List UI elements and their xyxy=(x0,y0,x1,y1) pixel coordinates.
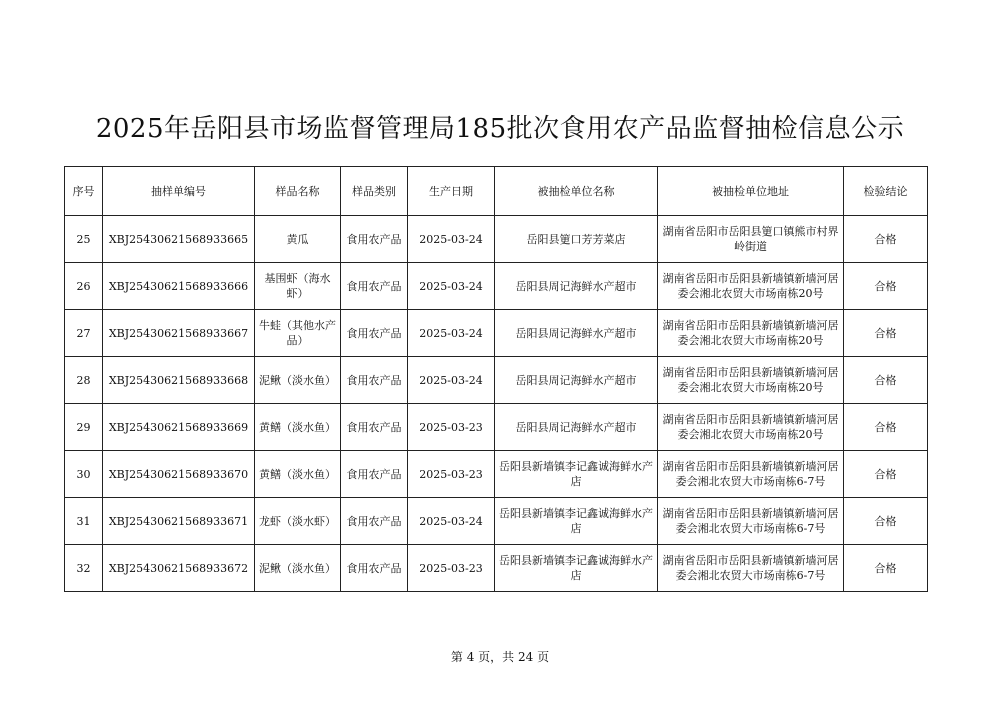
cell-unit-address: 湖南省岳阳市岳阳县新墙镇新墙河居委会湘北农贸大市场南栋20号 xyxy=(658,263,844,310)
cell-sample-category: 食用农产品 xyxy=(341,545,408,592)
table-row xyxy=(65,216,928,263)
cell-sample-category: 食用农产品 xyxy=(341,216,408,263)
cell-unit-name: 岳阳县新墙镇李记鑫诚海鲜水产店 xyxy=(495,545,658,592)
cell-sample-name: 泥鳅（淡水鱼） xyxy=(255,357,341,404)
table-row xyxy=(65,545,928,592)
cell-serial: 32 xyxy=(65,545,103,592)
column-header: 序号 xyxy=(65,167,103,216)
cell-sample-name: 黄鳝（淡水鱼） xyxy=(255,451,341,498)
cell-sample-number: XBJ25430621568933667 xyxy=(103,310,255,357)
cell-sample-name: 黄瓜 xyxy=(255,216,341,263)
table-row xyxy=(65,263,928,310)
cell-sample-category: 食用农产品 xyxy=(341,404,408,451)
cell-sample-name: 基围虾（海水虾） xyxy=(255,263,341,310)
cell-unit-address: 湖南省岳阳市岳阳县新墙镇新墙河居委会湘北农贸大市场南栋6-7号 xyxy=(658,545,844,592)
page-number: 第 4 页，共 24 页 xyxy=(450,650,550,664)
cell-conclusion: 合格 xyxy=(844,545,928,592)
cell-sample-number: XBJ25430621568933671 xyxy=(103,498,255,545)
cell-serial: 25 xyxy=(65,216,103,263)
cell-sample-name: 黄鳝（淡水鱼） xyxy=(255,404,341,451)
cell-production-date: 2025-03-23 xyxy=(408,545,495,592)
cell-sample-category: 食用农产品 xyxy=(341,451,408,498)
column-header: 被抽检单位名称 xyxy=(495,167,658,216)
table-row xyxy=(65,357,928,404)
cell-unit-address: 湖南省岳阳市岳阳县筻口镇熊市村界岭街道 xyxy=(658,216,844,263)
cell-production-date: 2025-03-24 xyxy=(408,263,495,310)
cell-sample-number: XBJ25430621568933668 xyxy=(103,357,255,404)
cell-sample-number: XBJ25430621568933666 xyxy=(103,263,255,310)
cell-production-date: 2025-03-24 xyxy=(408,310,495,357)
cell-serial: 28 xyxy=(65,357,103,404)
cell-unit-name: 岳阳县新墙镇李记鑫诚海鲜水产店 xyxy=(495,498,658,545)
cell-conclusion: 合格 xyxy=(844,451,928,498)
cell-sample-category: 食用农产品 xyxy=(341,263,408,310)
cell-conclusion: 合格 xyxy=(844,357,928,404)
cell-conclusion: 合格 xyxy=(844,310,928,357)
cell-conclusion: 合格 xyxy=(844,263,928,310)
cell-sample-number: XBJ25430621568933665 xyxy=(103,216,255,263)
table-row xyxy=(65,451,928,498)
column-header: 样品类别 xyxy=(341,167,408,216)
cell-unit-name: 岳阳县新墙镇李记鑫诚海鲜水产店 xyxy=(495,451,658,498)
cell-sample-name: 牛蛙（其他水产品） xyxy=(255,310,341,357)
cell-sample-number: XBJ25430621568933669 xyxy=(103,404,255,451)
cell-production-date: 2025-03-23 xyxy=(408,451,495,498)
column-header: 生产日期 xyxy=(408,167,495,216)
cell-unit-name: 岳阳县周记海鲜水产超市 xyxy=(495,357,658,404)
column-header: 样品名称 xyxy=(255,167,341,216)
column-header: 检验结论 xyxy=(844,167,928,216)
cell-unit-address: 湖南省岳阳市岳阳县新墙镇新墙河居委会湘北农贸大市场南栋20号 xyxy=(658,404,844,451)
cell-serial: 30 xyxy=(65,451,103,498)
cell-sample-name: 龙虾（淡水虾） xyxy=(255,498,341,545)
cell-unit-name: 岳阳县周记海鲜水产超市 xyxy=(495,310,658,357)
cell-production-date: 2025-03-24 xyxy=(408,357,495,404)
cell-sample-category: 食用农产品 xyxy=(341,357,408,404)
cell-production-date: 2025-03-24 xyxy=(408,498,495,545)
cell-sample-number: XBJ25430621568933670 xyxy=(103,451,255,498)
cell-unit-name: 岳阳县周记海鲜水产超市 xyxy=(495,263,658,310)
cell-sample-name: 泥鳅（淡水鱼） xyxy=(255,545,341,592)
table-header-row xyxy=(65,167,928,216)
cell-serial: 27 xyxy=(65,310,103,357)
column-header: 被抽检单位地址 xyxy=(658,167,844,216)
table-row xyxy=(65,310,928,357)
cell-sample-number: XBJ25430621568933672 xyxy=(103,545,255,592)
column-header: 抽样单编号 xyxy=(103,167,255,216)
inspection-table xyxy=(64,166,928,592)
cell-serial: 26 xyxy=(65,263,103,310)
table-row xyxy=(65,404,928,451)
cell-production-date: 2025-03-24 xyxy=(408,216,495,263)
cell-unit-address: 湖南省岳阳市岳阳县新墙镇新墙河居委会湘北农贸大市场南栋6-7号 xyxy=(658,451,844,498)
cell-unit-address: 湖南省岳阳市岳阳县新墙镇新墙河居委会湘北农贸大市场南栋20号 xyxy=(658,357,844,404)
cell-conclusion: 合格 xyxy=(844,216,928,263)
cell-unit-name: 岳阳县周记海鲜水产超市 xyxy=(495,404,658,451)
cell-conclusion: 合格 xyxy=(844,498,928,545)
cell-production-date: 2025-03-23 xyxy=(408,404,495,451)
cell-conclusion: 合格 xyxy=(844,404,928,451)
cell-unit-name: 岳阳县筻口芳芳菜店 xyxy=(495,216,658,263)
cell-sample-category: 食用农产品 xyxy=(341,310,408,357)
cell-unit-address: 湖南省岳阳市岳阳县新墙镇新墙河居委会湘北农贸大市场南栋6-7号 xyxy=(658,498,844,545)
cell-serial: 31 xyxy=(65,498,103,545)
cell-sample-category: 食用农产品 xyxy=(341,498,408,545)
page-title: 2025年岳阳县市场监督管理局185批次食用农产品监督抽检信息公示 xyxy=(95,114,905,144)
cell-serial: 29 xyxy=(65,404,103,451)
table-row xyxy=(65,498,928,545)
cell-unit-address: 湖南省岳阳市岳阳县新墙镇新墙河居委会湘北农贸大市场南栋20号 xyxy=(658,310,844,357)
